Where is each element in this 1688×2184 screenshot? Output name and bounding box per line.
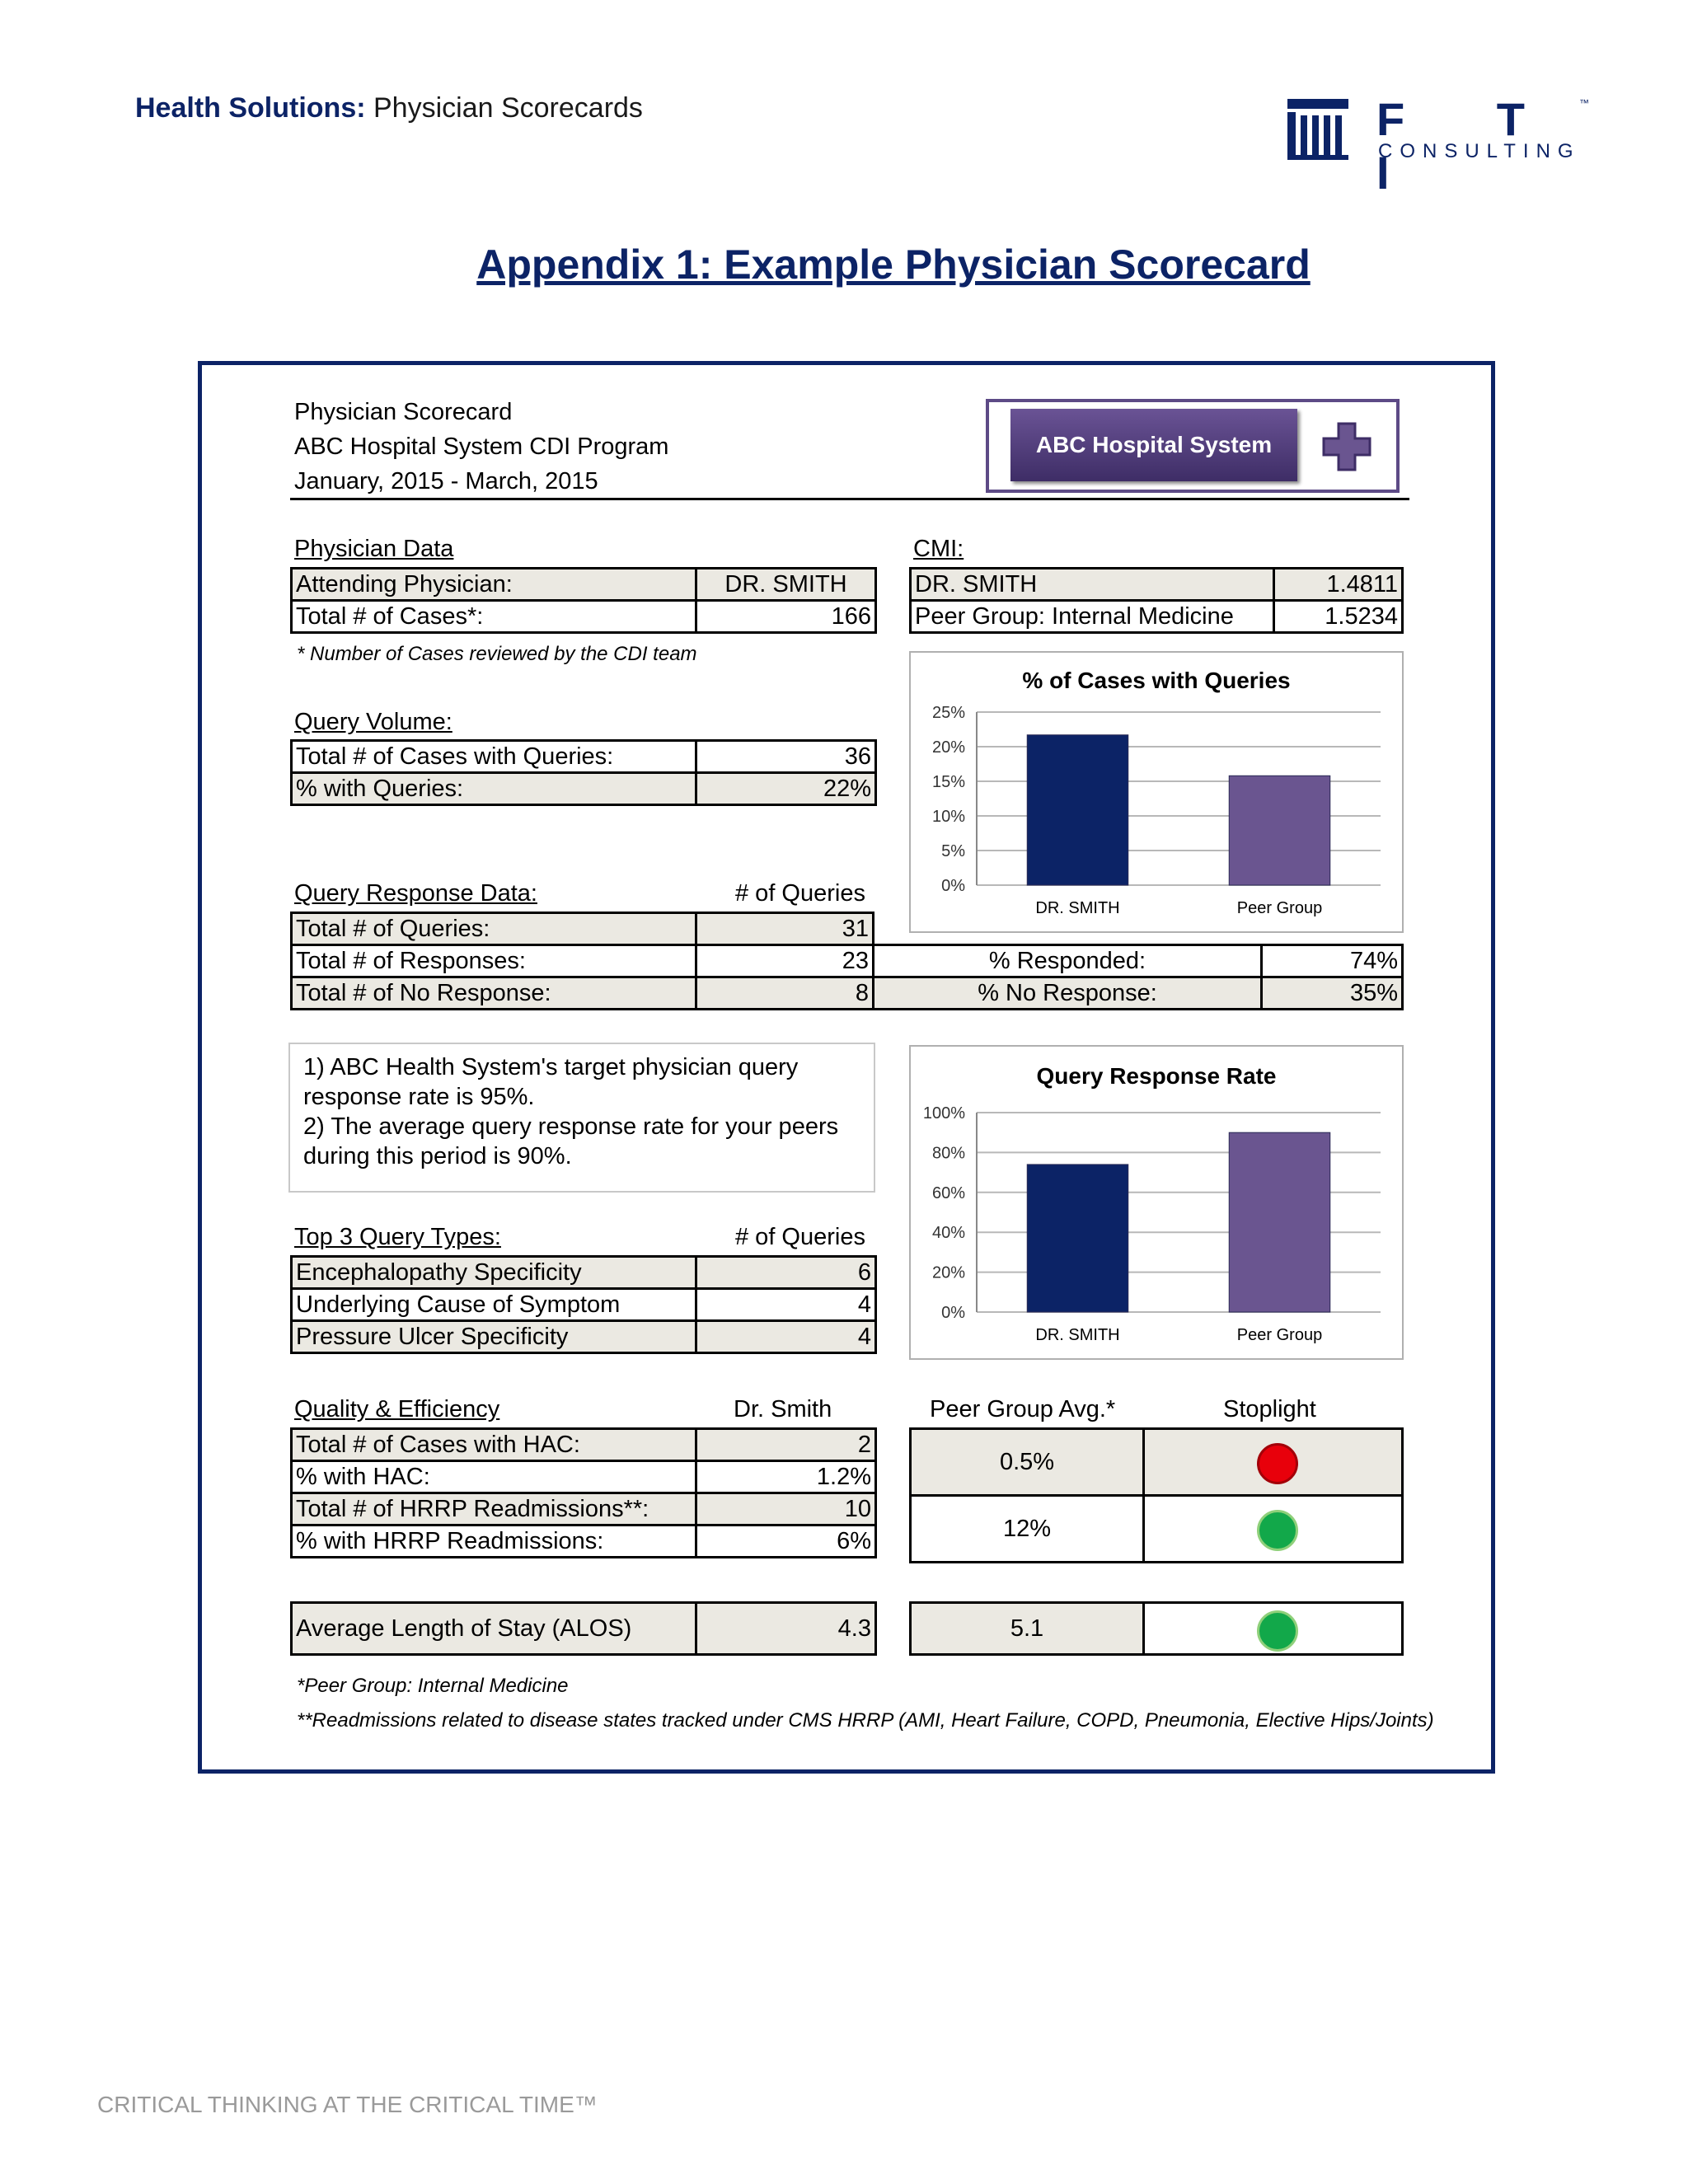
row-value: 1.4811 bbox=[1274, 569, 1403, 601]
logo-tm: ™ bbox=[1579, 97, 1589, 109]
peer-table bbox=[909, 1427, 1404, 1563]
x-category-label: DR. SMITH bbox=[1035, 899, 1120, 917]
page-title: Appendix 1: Example Physician Scorecard bbox=[476, 241, 1311, 288]
query-response-heading: Query Response Data: bbox=[294, 880, 537, 907]
chart-title: Query Response Rate bbox=[1036, 1063, 1277, 1089]
table-row bbox=[292, 741, 876, 773]
row-label: Total # of Cases with HAC: bbox=[292, 1429, 696, 1461]
footer-tagline: CRITICAL THINKING AT THE CRITICAL TIME™ bbox=[97, 2092, 598, 2117]
chart-title: % of Cases with Queries bbox=[1022, 668, 1291, 693]
y-tick-label: 60% bbox=[931, 1183, 965, 1202]
y-tick-label: 40% bbox=[931, 1224, 965, 1243]
bar-peer-group bbox=[1229, 1132, 1330, 1312]
goals-line: 1) ABC Health System's target physician query bbox=[303, 1054, 799, 1080]
alos-table bbox=[290, 1601, 877, 1656]
row-label: Average Length of Stay (ALOS) bbox=[292, 1603, 696, 1655]
bar-dr-smith bbox=[1027, 735, 1128, 885]
goals-line: response rate is 95%. bbox=[303, 1084, 535, 1110]
peer-hac: 0.5% bbox=[911, 1429, 1144, 1496]
row-label: Total # of Cases*: bbox=[292, 601, 696, 633]
row-label: % with HRRP Readmissions: bbox=[292, 1526, 696, 1558]
table-row bbox=[911, 1603, 1403, 1655]
footnote-hrrp: **Readmissions related to disease states tracked under CMS HRRP (AMI, Heart Failure, COPD, Pneumonia, Elective Hips/Joints) bbox=[297, 1709, 1434, 1732]
row-extra-label: % No Response: bbox=[874, 977, 1262, 1010]
quality-col-peer: Peer Group Avg.* bbox=[930, 1396, 1116, 1422]
physician-data-heading: Physician Data bbox=[294, 536, 454, 562]
row-extra-value: 35% bbox=[1262, 977, 1403, 1010]
row-value: 6% bbox=[696, 1526, 876, 1558]
table-row bbox=[292, 569, 876, 601]
goals-line: during this period is 90%. bbox=[303, 1143, 572, 1169]
row-value: 4 bbox=[696, 1321, 876, 1353]
row-value: 1.5234 bbox=[1274, 601, 1403, 633]
table-row bbox=[911, 1496, 1403, 1563]
table-row bbox=[292, 1289, 876, 1321]
row-value: 2 bbox=[696, 1429, 876, 1461]
y-tick-label: 20% bbox=[931, 738, 965, 757]
stoplight-green-icon bbox=[1257, 1610, 1298, 1652]
stoplight-cell bbox=[1144, 1429, 1403, 1496]
goals-line: 2) The average query response rate for your peers bbox=[303, 1113, 839, 1140]
table-row bbox=[911, 1429, 1403, 1496]
row-value: 4 bbox=[696, 1289, 876, 1321]
medical-cross-icon bbox=[1322, 422, 1372, 476]
queries-chart bbox=[909, 651, 1404, 933]
footnote-peer: *Peer Group: Internal Medicine bbox=[297, 1675, 569, 1697]
table-row bbox=[292, 1493, 876, 1526]
row-label: Encephalopathy Specificity bbox=[292, 1257, 696, 1289]
response-rate-chart-plot bbox=[911, 1047, 1405, 1361]
table-row bbox=[292, 601, 876, 633]
x-category-label: Peer Group bbox=[1236, 1326, 1323, 1344]
table-row bbox=[292, 1461, 876, 1493]
y-tick-label: 0% bbox=[941, 1304, 965, 1322]
y-tick-label: 5% bbox=[941, 842, 965, 860]
row-value: 10 bbox=[696, 1493, 876, 1526]
row-label: Total # of HRRP Readmissions**: bbox=[292, 1493, 696, 1526]
physician-data-table bbox=[290, 567, 877, 634]
header-rest: Physician Scorecards bbox=[365, 92, 643, 124]
header-bold: Health Solutions: bbox=[135, 92, 366, 124]
cmi-heading: CMI: bbox=[913, 536, 964, 562]
row-label: Underlying Cause of Symptom bbox=[292, 1289, 696, 1321]
bar-dr-smith bbox=[1027, 1165, 1128, 1312]
header-title bbox=[135, 92, 643, 124]
response-rate-chart bbox=[909, 1045, 1404, 1360]
cases-note: * Number of Cases reviewed by the CDI team bbox=[297, 643, 697, 665]
stoplight-green-icon bbox=[1257, 1510, 1298, 1551]
y-tick-label: 25% bbox=[931, 704, 965, 722]
query-response-col: # of Queries bbox=[735, 880, 865, 907]
table-row bbox=[292, 773, 876, 805]
logo-letters: F T I bbox=[1376, 93, 1564, 199]
row-label: DR. SMITH bbox=[911, 569, 1274, 601]
stoplight-cell bbox=[1144, 1603, 1403, 1655]
logo-sub: CONSULTING bbox=[1378, 140, 1581, 162]
table-row bbox=[292, 1257, 876, 1289]
row-extra-value: 74% bbox=[1262, 945, 1403, 977]
query-volume-table bbox=[290, 739, 877, 806]
top3-col: # of Queries bbox=[735, 1224, 865, 1250]
row-value: 1.2% bbox=[696, 1461, 876, 1493]
row-extra-label: % Responded: bbox=[874, 945, 1262, 977]
x-category-label: Peer Group bbox=[1236, 899, 1323, 917]
scorecard-line2: ABC Hospital System CDI Program bbox=[294, 434, 669, 460]
top3-table bbox=[290, 1255, 877, 1354]
y-tick-label: 10% bbox=[931, 808, 965, 826]
peer-alos: 5.1 bbox=[911, 1603, 1144, 1655]
goals-box bbox=[288, 1043, 875, 1193]
table-row bbox=[292, 1526, 876, 1558]
y-tick-label: 0% bbox=[941, 877, 965, 895]
table-row bbox=[292, 1603, 876, 1655]
query-response-table bbox=[290, 912, 1404, 1010]
top3-heading: Top 3 Query Types: bbox=[294, 1224, 501, 1250]
cmi-table bbox=[909, 567, 1404, 634]
row-label: Total # of Responses: bbox=[292, 945, 696, 977]
row-value: 6 bbox=[696, 1257, 876, 1289]
row-label: Pressure Ulcer Specificity bbox=[292, 1321, 696, 1353]
fti-logo bbox=[1286, 93, 1599, 199]
scorecard-line3: January, 2015 - March, 2015 bbox=[294, 468, 598, 494]
row-value: 31 bbox=[696, 913, 874, 945]
row-value: 36 bbox=[696, 741, 876, 773]
row-label: % with HAC: bbox=[292, 1461, 696, 1493]
queries-chart-plot bbox=[911, 653, 1405, 935]
table-row bbox=[911, 601, 1403, 633]
y-tick-label: 80% bbox=[931, 1144, 965, 1163]
row-value: 166 bbox=[696, 601, 876, 633]
quality-table bbox=[290, 1427, 877, 1558]
row-label: Total # of No Response: bbox=[292, 977, 696, 1010]
row-value: 23 bbox=[696, 945, 874, 977]
row-label: Peer Group: Internal Medicine bbox=[911, 601, 1274, 633]
stoplight-cell bbox=[1144, 1496, 1403, 1563]
row-label: Total # of Cases with Queries: bbox=[292, 741, 696, 773]
scorecard-line1: Physician Scorecard bbox=[294, 399, 513, 425]
row-value: DR. SMITH bbox=[696, 569, 876, 601]
hospital-badge: ABC Hospital System bbox=[1010, 409, 1297, 481]
y-tick-label: 15% bbox=[931, 773, 965, 791]
row-value: 22% bbox=[696, 773, 876, 805]
y-tick-label: 20% bbox=[931, 1263, 965, 1282]
query-volume-heading: Query Volume: bbox=[294, 709, 452, 735]
row-value: 4.3 bbox=[696, 1603, 876, 1655]
table-row bbox=[911, 569, 1403, 601]
row-label: Attending Physician: bbox=[292, 569, 696, 601]
header-divider bbox=[290, 498, 1409, 500]
bar-peer-group bbox=[1229, 776, 1330, 885]
row-value: 8 bbox=[696, 977, 874, 1010]
quality-col-stoplight: Stoplight bbox=[1223, 1396, 1316, 1422]
table-row bbox=[292, 977, 1403, 1010]
y-tick-label: 100% bbox=[922, 1104, 965, 1122]
table-row bbox=[292, 945, 1403, 977]
stoplight-red-icon bbox=[1257, 1443, 1298, 1484]
table-row bbox=[292, 913, 1403, 945]
table-row bbox=[292, 1429, 876, 1461]
row-label: % with Queries: bbox=[292, 773, 696, 805]
quality-heading: Quality & Efficiency bbox=[294, 1396, 500, 1422]
row-label: Total # of Queries: bbox=[292, 913, 696, 945]
x-category-label: DR. SMITH bbox=[1035, 1326, 1120, 1344]
peer-hrrp: 12% bbox=[911, 1496, 1144, 1563]
alos-peer-table bbox=[909, 1601, 1404, 1656]
table-row bbox=[292, 1321, 876, 1353]
quality-col-smith: Dr. Smith bbox=[734, 1396, 832, 1422]
